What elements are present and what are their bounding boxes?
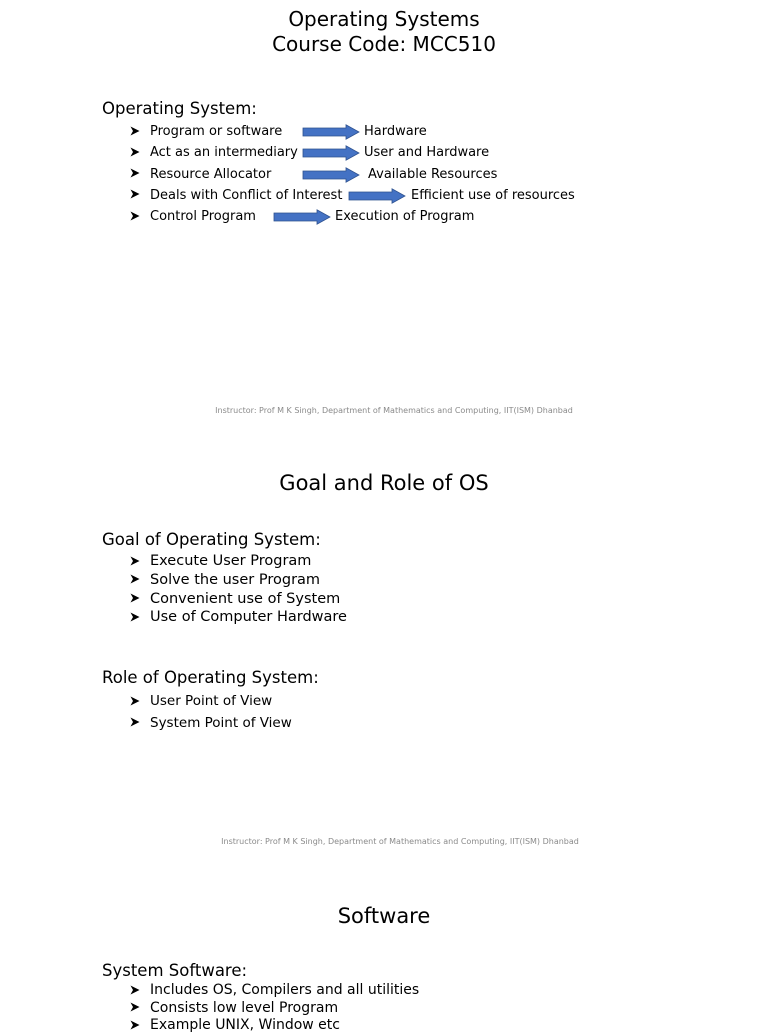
slide-operating-systems bbox=[0, 0, 768, 432]
list-item bbox=[130, 691, 292, 713]
list-item bbox=[130, 142, 490, 163]
item-right-text: Hardware bbox=[364, 124, 427, 139]
block-right-arrow-icon bbox=[348, 188, 406, 204]
list-item bbox=[130, 713, 292, 735]
title-line-1: Operating Systems bbox=[288, 7, 480, 31]
arrowhead-bullet-icon bbox=[130, 147, 140, 157]
arrowhead-bullet-icon bbox=[130, 1020, 140, 1030]
item-right-text: Available Resources bbox=[368, 166, 498, 182]
system-software-list bbox=[130, 982, 419, 1035]
arrowhead-bullet-icon bbox=[130, 1002, 140, 1012]
block-right-arrow-icon bbox=[302, 145, 360, 161]
item-right-text: Execution of Program bbox=[335, 209, 475, 225]
title-line-2: Course Code: MCC510 bbox=[272, 32, 496, 56]
list-item bbox=[130, 571, 347, 590]
list-item bbox=[130, 1017, 419, 1035]
slide-goal-and-role bbox=[0, 432, 768, 864]
slide-title: Software bbox=[337, 904, 431, 928]
slide-footer: Instructor: Prof M K Singh, Department of Mathematics and Computing, IIT(ISM) Dhanbad bbox=[215, 406, 573, 415]
list-item-text: User Point of View bbox=[150, 693, 273, 709]
slide-footer: Instructor: Prof M K Singh, Department of Mathematics and Computing, IIT(ISM) Dhanbad bbox=[221, 837, 579, 846]
list-item-text: Execute User Program bbox=[150, 553, 312, 569]
list-item-text: System Point of View bbox=[150, 714, 292, 731]
list-item bbox=[130, 552, 347, 571]
list-item-text: Example UNIX, Window etc bbox=[150, 1017, 340, 1033]
goal-list bbox=[130, 552, 347, 627]
list-item bbox=[130, 185, 575, 206]
list-item bbox=[130, 121, 427, 142]
section-heading-operating-system: Operating System: bbox=[102, 99, 257, 118]
section-heading-system-software: System Software: bbox=[102, 961, 248, 980]
list-item bbox=[130, 590, 347, 609]
item-left-text: Program or software bbox=[150, 124, 283, 139]
section-heading-goal: Goal of Operating System: bbox=[102, 530, 321, 549]
item-left-text: Control Program bbox=[150, 209, 256, 225]
arrowhead-bullet-icon bbox=[130, 189, 140, 199]
arrowhead-bullet-icon bbox=[130, 126, 140, 136]
slide-title bbox=[0, 7, 768, 57]
arrowhead-bullet-icon bbox=[130, 696, 140, 706]
arrowhead-bullet-icon bbox=[130, 556, 140, 566]
list-item-text: Solve the user Program bbox=[150, 571, 321, 588]
list-item bbox=[130, 1000, 419, 1018]
arrowhead-bullet-icon bbox=[130, 985, 140, 995]
item-left-text: Deals with Conflict of Interest bbox=[150, 187, 343, 203]
arrowhead-bullet-icon bbox=[130, 612, 140, 622]
role-list bbox=[130, 691, 292, 734]
block-right-arrow-icon bbox=[302, 167, 360, 183]
arrowhead-bullet-icon bbox=[130, 593, 140, 603]
arrowhead-bullet-icon bbox=[130, 574, 140, 584]
block-right-arrow-icon bbox=[273, 209, 331, 225]
list-item-text: Convenient use of System bbox=[150, 590, 341, 607]
block-right-arrow-icon bbox=[302, 124, 360, 140]
item-right-text: Efficient use of resources bbox=[411, 187, 575, 203]
slide-software bbox=[0, 864, 768, 1033]
list-item-text: Includes OS, Compilers and all utilities bbox=[150, 982, 420, 998]
slide-title: Goal and Role of OS bbox=[279, 471, 489, 495]
list-item bbox=[130, 982, 419, 1000]
section-heading-role: Role of Operating System: bbox=[102, 668, 319, 687]
list-item-text: Consists low level Program bbox=[150, 999, 339, 1016]
definition-list bbox=[130, 121, 575, 227]
list-item bbox=[130, 608, 347, 627]
item-left-text: Resource Allocator bbox=[150, 166, 272, 182]
arrowhead-bullet-icon bbox=[130, 168, 140, 178]
item-left-text: Act as an intermediary bbox=[150, 145, 298, 161]
arrowhead-bullet-icon bbox=[130, 211, 140, 221]
arrowhead-bullet-icon bbox=[130, 717, 140, 727]
list-item-text: Use of Computer Hardware bbox=[150, 609, 347, 626]
list-item bbox=[130, 206, 475, 227]
list-item bbox=[130, 164, 498, 185]
item-right-text: User and Hardware bbox=[364, 145, 490, 161]
